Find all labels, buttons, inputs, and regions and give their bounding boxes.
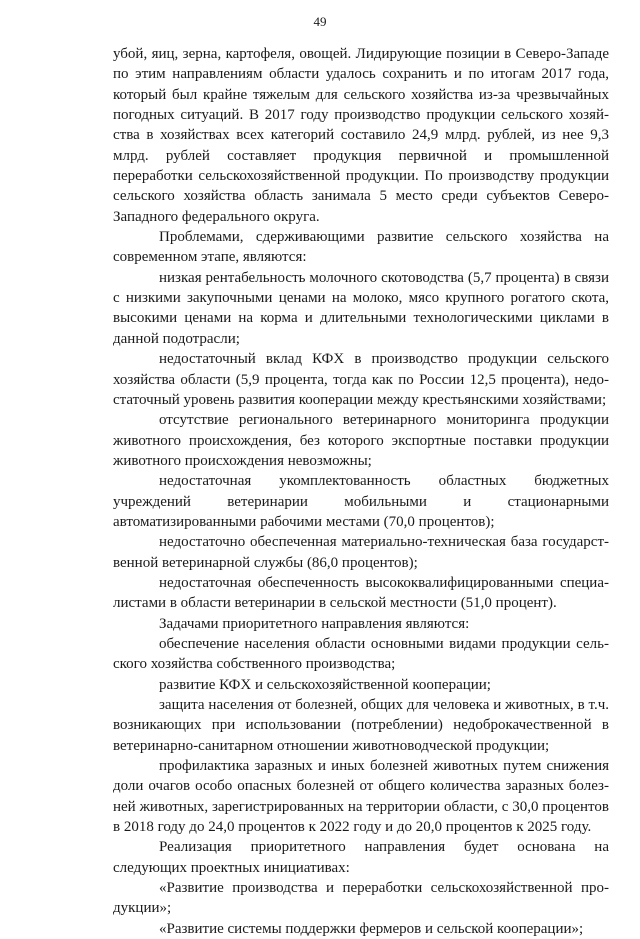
list-item: недостаточно обеспеченная материально-техническая база государственной ветеринарной службы (86,0 процентов); — [113, 534, 609, 571]
list-item: недостаточная обеспеченность высококвалифицированными специалистами в области ветеринарии в сельской местности (51,0 процент). — [113, 574, 609, 612]
list-item: защита населения от болезней, общих для человека и животных, в т.ч. возникающих при использовании (потреблении) недоброкачественной в ветеринарно-санитарном отношении животноводческой продукции; — [113, 697, 609, 754]
list-item: «Развитие системы поддержки фермеров и сельской кооперации»; — [159, 920, 584, 937]
list-item: обеспечение населения области основными видами продукции сельского хозяйства собственного производства; — [113, 635, 609, 673]
list-item: профилактика заразных и иных болезней животных путем снижения доли очагов особо опасных болезней от общего количества заразных болезней животных, зарегистрированных на территории области, с 30,0 процентов в 2018 году до 24,0 процентов к 2022 году и до 20,0 процентов к 2025 году. — [113, 758, 609, 836]
paragraph: Задачами приоритетного направления являются: — [159, 615, 470, 632]
list-item: «Развитие производства и переработки сельскохозяйственной продукции»; — [113, 880, 609, 917]
page-number: 49 — [313, 14, 327, 29]
list-item: низкая рентабельность молочного скотоводства (5,7 процента) в связи с низкими закупочными ценами на молоко, мясо крупного рогатого скота, высокими ценами на корма и длительными технологическими циклами в данной подотрасли; — [113, 269, 609, 347]
paragraph: Реализация приоритетного направления будет основана на следующих проектных инициативах: — [113, 839, 609, 876]
list-item: развитие КФХ и сельскохозяйственной кооперации; — [159, 676, 491, 693]
list-item: недостаточный вклад КФХ в производство продукции сельского хозяйства области (5,9 процента, тогда как по России 12,5 процента), недостаточный уровень развития кооперации между крестьянскими хозяйствами; — [113, 351, 609, 408]
paragraph: Проблемами, сдерживающими развитие сельского хозяйства на современном этапе, являются: — [113, 229, 609, 266]
body-text — [113, 44, 609, 939]
paragraph: убой, яиц, зерна, картофеля, овощей. Лидирующие позиции в Северо-Западе по этим направлениям области удалось сохранить и по итогам 2017 года, который был крайне тяжелым для сельского хозяйства из-за чрезвычайных погодных ситуаций. В 2017 году производство продукции сельского хозяйства в хозяйствах всех категорий составило 24,9 млрд. рублей, из нее 9,3 млрд. рублей составляет продукция первичной и промышленной переработки сельскохозяйственной продукции. По производству продукции сельского хозяйства область занимала 5 место среди субъектов Северо-Западного федерального округа. — [113, 46, 609, 225]
list-item: отсутствие регионального ветеринарного мониторинга продукции животного происхождения, без которого экспортные поставки продукции животного происхождения невозможны; — [113, 412, 609, 469]
list-item: недостаточная укомплектованность областных бюджетных учреждений ветеринарии мобильными и стационарными автоматизированными рабочими местами (70,0 процентов); — [113, 473, 609, 530]
